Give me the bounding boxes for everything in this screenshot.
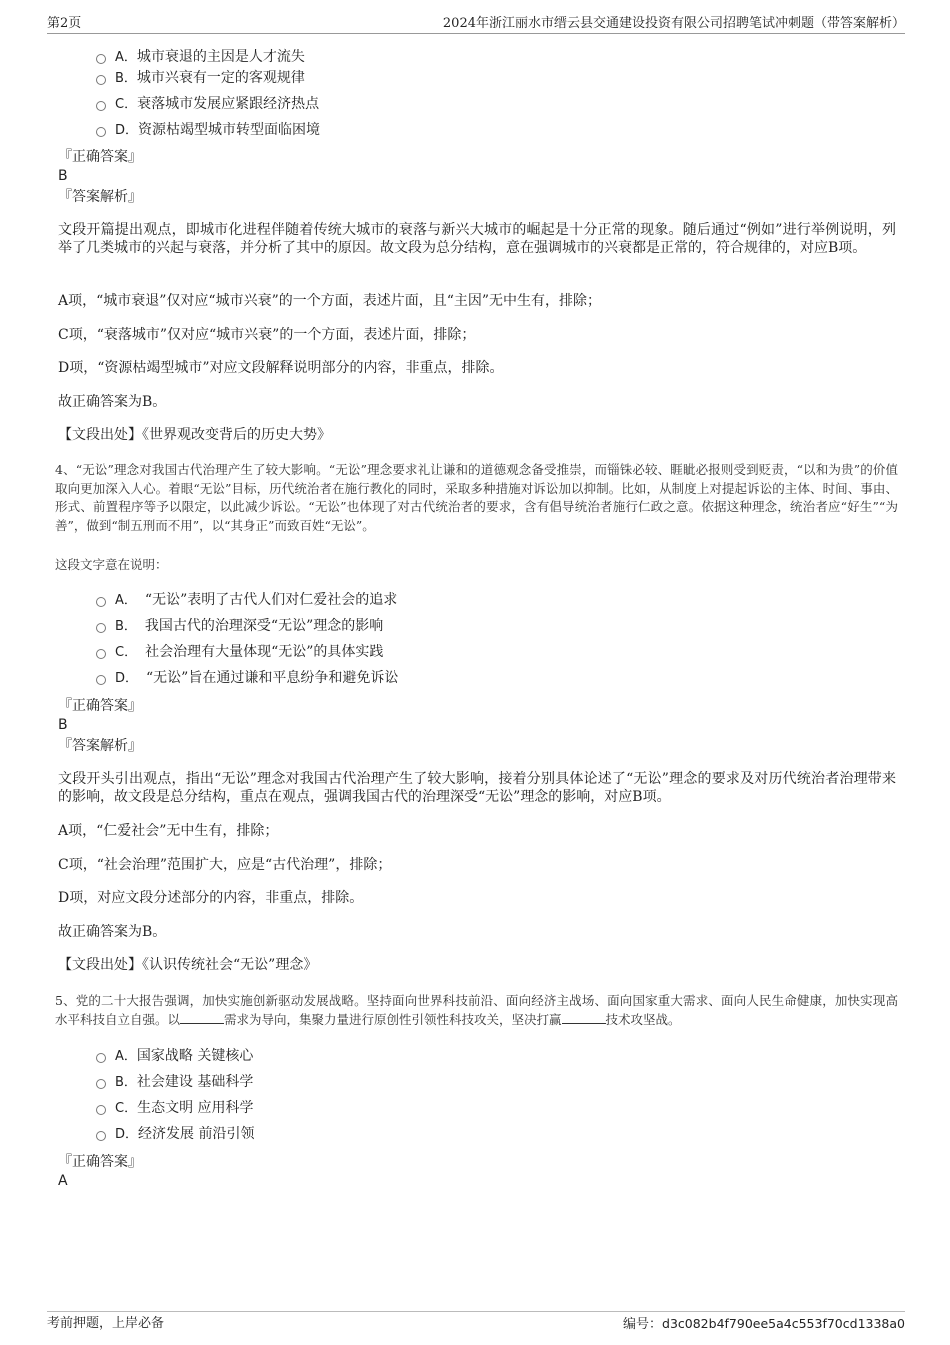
q4-answer: B: [58, 717, 68, 733]
q3-option-d[interactable]: D．资源枯竭型城市转型面临困境: [96, 120, 320, 141]
radio-icon[interactable]: [96, 54, 106, 64]
q5-answer-label: 『正确答案』: [58, 1154, 142, 1170]
q5-option-c[interactable]: C．生态文明 应用科学: [96, 1098, 254, 1119]
q4-source: 【文段出处】《认识传统社会“无讼”理念》: [58, 957, 318, 973]
q4-prompt: 这段文字意在说明：: [55, 557, 168, 572]
radio-icon[interactable]: [96, 127, 106, 137]
radio-icon[interactable]: [96, 101, 106, 111]
q4-analysis-main: 文段开头引出观点，指出“无讼”理念对我国古代治理产生了较大影响，接着分别具体论述了“无讼”理念的要求及对历代统治者治理带来的影响，故文段是总分结构，重点在观点，强调我国古代的治理深受“无讼”理念的影响，对应B项。: [58, 771, 896, 805]
q3-option-c[interactable]: C．衰落城市发展应紧跟经济热点: [96, 94, 319, 115]
q3-answer-label: 『正确答案』: [58, 149, 142, 165]
q5-option-b[interactable]: B．社会建设 基础科学: [96, 1072, 253, 1093]
q3-analysis-d: D项，“资源枯竭型城市”对应文段解释说明部分的内容，非重点，排除。: [58, 360, 504, 376]
q5-option-d[interactable]: D．经济发展 前沿引领: [96, 1124, 254, 1145]
q4-analysis-a: A项，“仁爱社会”无中生有，排除；: [58, 823, 279, 839]
radio-icon[interactable]: [96, 649, 106, 659]
q3-conclusion: 故正确答案为B。: [58, 394, 167, 410]
footer-slogan: 考前押题，上岸必备: [47, 1316, 165, 1331]
q5-stem: 5、党的二十大报告强调，加快实施创新驱动发展战略。坚持面向世界科技前沿、面向经济主战场、面向国家重大需求、面向人民生命健康，加快实现高水平科技自立自强。以 需求为导向，集聚力量进行原创性引领性科技攻关，坚决打赢 技术攻坚战。: [55, 993, 898, 1027]
q3-answer: B: [58, 168, 68, 184]
page-footer: [47, 1311, 905, 1333]
radio-icon[interactable]: [96, 1131, 106, 1141]
q4-analysis-label: 『答案解析』: [58, 738, 142, 754]
q4-option-c[interactable]: C． 社会治理有大量体现“无讼”的具体实践: [96, 642, 383, 663]
document-title: 2024年浙江丽水市缙云县交通建设投资有限公司招聘笔试冲刺题（带答案解析）: [442, 16, 905, 31]
radio-icon[interactable]: [96, 675, 106, 685]
q4-stem: 4、“无讼”理念对我国古代治理产生了较大影响。“无讼”理念要求礼让谦和的道德观念备受推崇，而锱铢必较、睚眦必报则受到贬责，“以和为贵”的价值取向更加深入人心。着眼“无讼”目标，历代统治者在施行教化的同时，采取多种措施对诉讼加以抑制。比如，从制度上对提起诉讼的主体、时间、事由、形式、前置程序等予以限定，以此减少诉讼。“无讼”也体现了对古代统治者的要求，含有倡导统治者施行仁政之意。依据这种理念，统治者应“好生”“为善”，做到“制五刑而不用”，以“其身正”而致百姓“无讼”。: [55, 462, 898, 533]
page-header: [47, 14, 905, 34]
radio-icon[interactable]: [96, 75, 106, 85]
radio-icon[interactable]: [96, 623, 106, 633]
q4-conclusion: 故正确答案为B。: [58, 924, 167, 940]
q3-option-b[interactable]: B．城市兴衰有一定的客观规律: [96, 68, 305, 89]
fill-blank-1: [180, 1012, 224, 1024]
q3-analysis-c: C项，“衰落城市”仅对应“城市兴衰”的一个方面，表述片面，排除；: [58, 327, 476, 343]
q4-option-d[interactable]: D． “无讼”旨在通过谦和平息纷争和避免诉讼: [96, 668, 398, 689]
document-code: 编号：d3c082b4f790ee5a4c553f70cd1338a0: [623, 1316, 905, 1332]
q3-analysis-a: A项，“城市衰退”仅对应“城市兴衰”的一个方面，表述片面，且“主因”无中生有，排除；: [58, 293, 602, 309]
q4-analysis-d: D项，对应文段分述部分的内容，非重点，排除。: [58, 890, 364, 906]
q4-analysis-c: C项，“社会治理”范围扩大，应是“古代治理”，排除；: [58, 857, 392, 873]
radio-icon[interactable]: [96, 597, 106, 607]
q3-source: 【文段出处】《世界观改变背后的历史大势》: [58, 427, 331, 443]
q3-analysis-label: 『答案解析』: [58, 189, 142, 205]
radio-icon[interactable]: [96, 1105, 106, 1115]
radio-icon[interactable]: [96, 1079, 106, 1089]
q4-option-a[interactable]: A． “无讼”表明了古代人们对仁爱社会的追求: [96, 590, 397, 611]
q4-answer-label: 『正确答案』: [58, 698, 142, 714]
q5-answer: A: [58, 1173, 68, 1189]
q4-option-b[interactable]: B． 我国古代的治理深受“无讼”理念的影响: [96, 616, 383, 637]
page-number: 第2页: [47, 16, 82, 31]
q5-option-a[interactable]: A．国家战略 关键核心: [96, 1046, 253, 1067]
fill-blank-2: [562, 1012, 606, 1024]
q3-analysis-main: 文段开篇提出观点，即城市化进程伴随着传统大城市的衰落与新兴大城市的崛起是十分正常的现象。随后通过“例如”进行举例说明，列举了几类城市的兴起与衰落，并分析了其中的原因。故文段为总分结构，意在强调城市的兴衰都是正常的，符合规律的，对应B项。: [58, 222, 896, 256]
radio-icon[interactable]: [96, 1053, 106, 1063]
q3-option-a[interactable]: A．城市衰退的主因是人才流失: [96, 47, 305, 68]
